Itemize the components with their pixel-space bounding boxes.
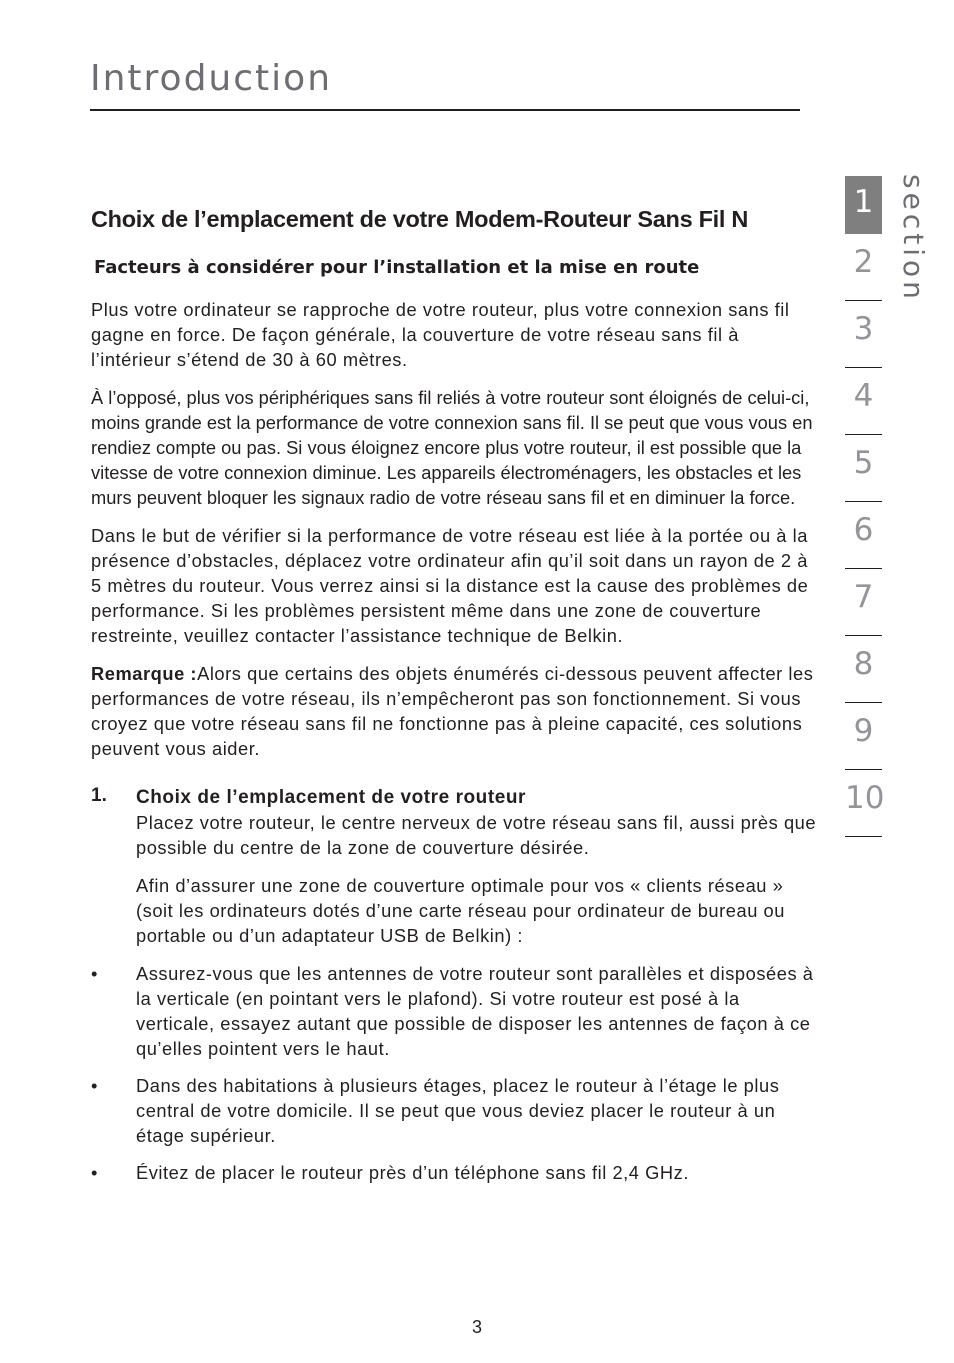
nav-divider — [845, 836, 882, 837]
paragraph-range: Plus votre ordinateur se rapproche de votre routeur, plus votre connexion sans fil gagne en force. De façon générale, la couverture de votre réseau sans fil à l’intérieur s’étend de 30 à 60 mètres. — [91, 298, 790, 370]
main-content — [91, 205, 821, 1197]
section-nav-item-7[interactable]: 7 — [845, 569, 882, 636]
section-heading: Choix de l’emplacement de votre Modem-Routeur Sans Fil N — [91, 206, 748, 232]
note-label: Remarque : — [91, 662, 198, 684]
section-nav-item-5[interactable]: 5 — [845, 435, 882, 502]
section-nav-item-3[interactable]: 3 — [845, 301, 882, 368]
bullet-glyph: • — [91, 1074, 98, 1096]
bullet-text: Dans des habitations à plusieurs étages, placez le routeur à l’étage le plus central de votre domicile. Il se peut que vous deviez placer le routeur à un étage supérieur. — [136, 1074, 780, 1146]
bullet-text: Assurez-vous que les antennes de votre routeur sont parallèles et disposées à la verticale (en pointant vers le plafond). Si votre routeur est posé à la verticale, essayez autant que possible de disposer les antennes de façon à ce qu’elles pointent vers le haut. — [136, 962, 814, 1059]
section-nav-item-10[interactable]: 10 — [845, 770, 882, 837]
section-nav-item-4[interactable]: 4 — [845, 368, 882, 435]
section-nav-item-8[interactable]: 8 — [845, 636, 882, 703]
item-title: Choix de l’emplacement de votre routeur — [136, 786, 526, 808]
section-nav-item-6[interactable]: 6 — [845, 502, 882, 569]
bullet-text: Évitez de placer le routeur près d’un téléphone sans fil 2,4 GHz. — [136, 1161, 689, 1183]
header-divider — [90, 109, 800, 111]
section-nav-item-2[interactable]: 2 — [845, 234, 882, 301]
note-text: Alors que certains des objets énumérés ci-dessous peuvent affecter les performances de votre réseau, ils n’empêcheront pas son fonctionnement. Si vous croyez que votre réseau sans fil ne fonctionne pas à pleine capacité, ces solutions peuvent vous aider. — [91, 662, 814, 759]
list-item — [91, 1160, 821, 1185]
item-number: 1. — [91, 784, 107, 806]
bullet-glyph: • — [91, 962, 98, 984]
paragraph-test: Dans le but de vérifier si la performance de votre réseau est liée à la portée ou à la présence d’obstacles, déplacez votre ordinateur afin qu’il soit dans un rayon de 2 à 5 mètres du routeur. Vous verrez ainsi si la distance est la cause des problèmes de performance. Si les problèmes persistent même dans une zone de couverture restreinte, veuillez contacter l’assistance technique de Belkin. — [91, 524, 809, 646]
item-text-placement: Placez votre routeur, le centre nerveux de votre réseau sans fil, aussi près que possible du centre de la zone de couverture désirée. — [136, 811, 817, 858]
section-nav — [845, 176, 885, 837]
numbered-item — [91, 785, 821, 948]
section-nav-item-9[interactable]: 9 — [845, 703, 882, 770]
bullet-glyph: • — [91, 1161, 98, 1183]
section-label: section — [897, 174, 930, 303]
page-number: 3 — [471, 1317, 482, 1337]
bullet-list — [91, 961, 821, 1185]
page-header-title: Introduction — [90, 58, 333, 99]
section-nav-item-1[interactable]: 1 — [845, 176, 882, 234]
list-item — [91, 1073, 821, 1148]
subheading: Facteurs à considérer pour l’installation et la mise en route — [94, 257, 700, 279]
item-text-coverage: Afin d’assurer une zone de couverture optimale pour vos « clients réseau » (soit les ordinateurs dotés d’une carte réseau pour ordinateur de bureau ou portable ou d’un adaptateur USB de Belkin) : — [136, 874, 785, 946]
list-item — [91, 961, 821, 1061]
paragraph-distance: À l’opposé, plus vos périphériques sans fil reliés à votre routeur sont éloignés de celui-ci, moins grande est la performance de votre connexion sans fil. Il se peut que vous vous en rendiez compte ou pas. Si vous éloignez encore plus votre routeur, il est possible que la vitesse de votre connexion diminue. Les appareils électroménagers, les obstacles et les murs peuvent bloquer les signaux radio de votre réseau sans fil et en diminuer la force. — [91, 386, 813, 508]
note-paragraph — [91, 661, 821, 761]
